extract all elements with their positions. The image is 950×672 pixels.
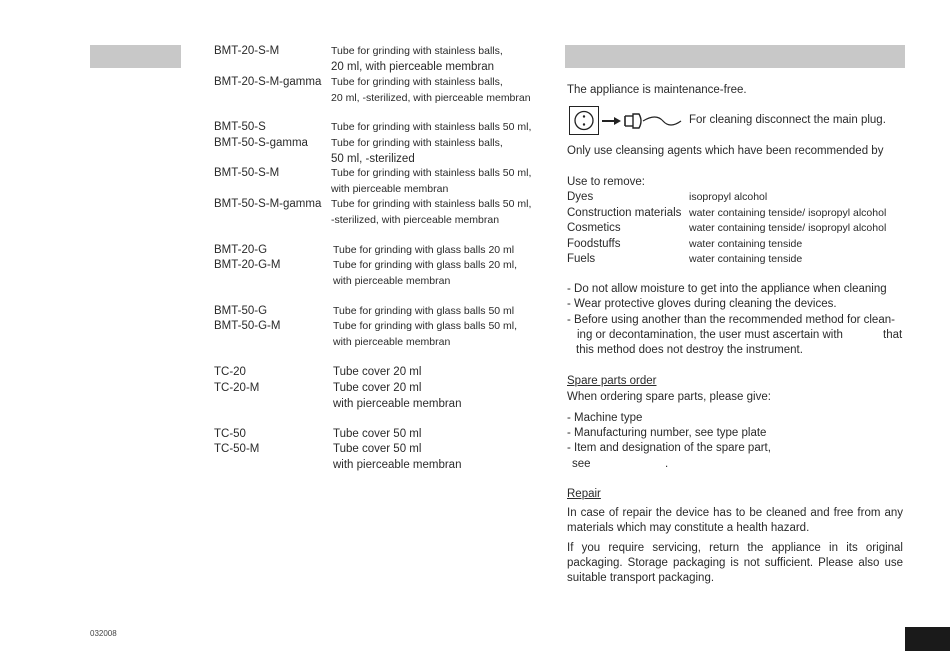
warning-3-end: this method does not destroy the instrument. [576,344,803,356]
item-description: Tube for grinding with stainless balls 50 ml, [331,121,532,133]
use-to-remove-label: Use to remove: [567,176,645,188]
item-description: Tube for grinding with stainless balls, [331,45,503,57]
item-code: BMT-20-S-M [214,45,280,57]
item-code: BMT-50-S [214,121,266,133]
disconnect-text: For cleaning disconnect the main plug. [689,114,886,126]
document-code: 032008 [90,629,117,638]
remove-material: Dyes [567,191,594,203]
item-description: Tube for grinding with glass balls 20 ml [333,244,515,256]
item-description: Tube cover 50 ml [333,443,422,455]
spare-parts-heading: Spare parts order [567,375,657,387]
item-code: BMT-50-G-M [214,320,281,332]
item-description: Tube cover 50 ml [333,428,422,440]
cleaning-agent: water containing tenside/ isopropyl alcohol [689,206,887,219]
warning-1: - Do not allow moisture to get into the appliance when cleaning [567,283,887,295]
item-code: BMT-20-S-M-gamma [214,76,322,88]
item-description: with pierceable membran [331,183,449,195]
warning-3-cont: ing or decontamination, the user must ascertain with [577,329,843,341]
cleansing-text: Only use cleansing agents which have been recommended by [567,145,884,157]
item-description: Tube for grinding with stainless balls, [331,76,503,88]
item-code: TC-20-M [214,382,260,394]
warning-3: - Before using another than the recommended method for clean- [567,314,895,326]
cleaning-agent: water containing tenside [689,237,803,250]
item-description: Tube for grinding with stainless balls 50 ml, [331,167,532,179]
socket-icon [569,106,599,135]
item-code: TC-50-M [214,443,260,455]
item-description: Tube for grinding with glass balls 50 ml, [333,320,518,332]
item-description: -sterilized, with pierceable membran [331,214,500,226]
item-code: BMT-50-G [214,305,268,317]
spare-item-3: - Item and designation of the spare part, [567,442,771,454]
remove-material: Construction materials [567,206,682,219]
item-code: BMT-50-S-M [214,167,280,179]
repair-paragraph-1: In case of repair the device has to be cleaned and free from any materials which may constitute a health hazard. [567,507,903,534]
item-description: 50 ml, -sterilized [331,153,415,165]
cleaning-agent: water containing tenside [689,253,803,265]
remove-material: Cosmetics [567,222,621,234]
spare-item-3-period: . [665,458,669,470]
item-code: BMT-50-S-M-gamma [214,198,322,210]
spare-item-3-see: see [572,458,591,470]
item-description: with pierceable membran [333,275,451,287]
item-code: TC-50 [214,428,246,440]
cleaning-agent: water containing tenside/ isopropyl alcohol [689,222,887,234]
spare-item-1: - Machine type [567,412,643,424]
item-code: BMT-20-G [214,244,268,256]
item-description: with pierceable membran [333,336,451,348]
remove-material: Fuels [567,253,596,265]
warning-2: - Wear protective gloves during cleaning the devices. [567,298,837,310]
right-header-bar [565,45,905,68]
page-tab [905,627,950,651]
item-description: Tube for grinding with glass balls 20 ml, [333,259,518,271]
item-description: Tube for grinding with stainless balls, [331,137,503,149]
cleaning-agent: isopropyl alcohol [689,191,768,203]
maintenance-free-text: The appliance is maintenance-free. [567,84,747,96]
left-header-bar [90,45,181,68]
item-description: 20 ml, with pierceable membran [331,61,494,73]
item-code: TC-20 [214,366,246,378]
item-description: Tube for grinding with stainless balls 50 ml, [331,198,532,210]
remove-material: Foodstuffs [567,237,621,250]
item-description: with pierceable membran [333,459,462,471]
spare-item-2: - Manufacturing number, see type plate [567,427,767,439]
repair-paragraph-2: If you require servicing, return the appliance in its original packaging. Storage packaging is not sufficient. Please also use suitable transport packaging. [567,542,903,584]
item-description: 20 ml, -sterilized, with pierceable membran [331,92,531,104]
unplug-arrow-icon [601,110,685,132]
item-description: Tube cover 20 ml [333,382,422,394]
item-description: with pierceable membran [333,398,462,410]
spare-parts-intro: When ordering spare parts, please give: [567,391,771,403]
item-description: Tube cover 20 ml [333,366,422,378]
item-code: BMT-50-S-gamma [214,137,308,149]
warning-3-that: that [883,329,903,341]
item-code: BMT-20-G-M [214,259,281,271]
item-description: Tube for grinding with glass balls 50 ml [333,305,515,317]
repair-heading: Repair [567,488,601,500]
